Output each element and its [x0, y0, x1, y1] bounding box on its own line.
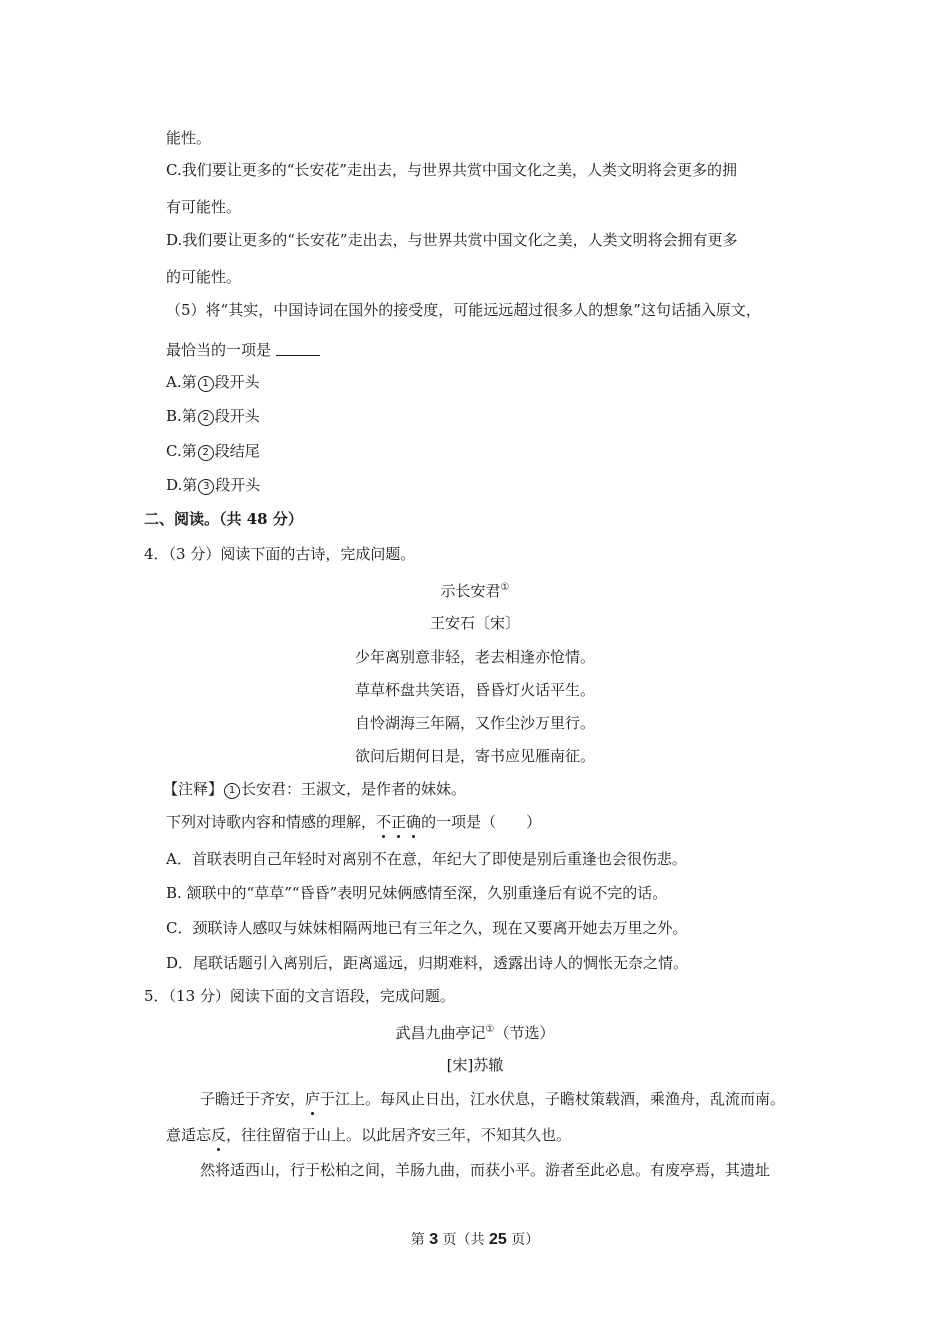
circled-number: 1 [224, 783, 240, 799]
poem-line: 草草杯盘共笑语，昏昏灯火话平生。 [354, 681, 595, 699]
footer-text: 页（共 [438, 1232, 489, 1248]
sub5-option-b [166, 406, 260, 426]
option-c-line1: C.我们要让更多的“长安花”走出去，与世界共赏中国文化之美，人类文明将会更多的拥 [166, 161, 738, 179]
essay-text: 于江上。每风止日出，江水伏息，子瞻杖策载酒，乘渔舟，乱流而南。 [320, 1090, 786, 1108]
essay-text: ，往往留宿于山上。以此居齐安三年，不知其久也。 [226, 1126, 572, 1144]
option-suffix: 段开头 [214, 407, 260, 425]
poem-annotation [163, 779, 466, 799]
option-prefix: C.第 [166, 442, 197, 460]
option-c-line2: 有可能性。 [166, 198, 242, 216]
footer-text: 页） [506, 1232, 540, 1248]
option-prefix: A.第 [166, 373, 197, 391]
circled-number: 1 [198, 376, 214, 392]
emphasis-char: 正 [391, 813, 407, 831]
option-suffix: 段开头 [215, 476, 261, 494]
poem-line: 欲问后期何日是，寄书应见雁南征。 [354, 747, 595, 765]
footer-text: 第 [410, 1232, 430, 1248]
sub5-option-c [166, 441, 260, 461]
question-4-prompt [166, 812, 541, 832]
essay-paragraph-2-line1: 然将适西山，行于松柏之间，羊肠九曲，而获小平。游者至此必息。有废亭焉，其遗址 [200, 1161, 771, 1179]
essay-title-suffix: （节选） [494, 1024, 555, 1042]
circled-number: 3 [198, 479, 214, 495]
option-prefix: B.第 [166, 407, 197, 425]
prompt-text: 下列对诗歌内容和情感的理解， [166, 813, 377, 831]
option-prefix: D.第 [166, 476, 198, 494]
emphasis-char: 不 [376, 813, 392, 831]
question-4-option-b: B. 颔联中的“草草”“昏昏”表明兄妹俩感情至深，久别重逢后有说不完的话。 [166, 884, 668, 902]
sub5-option-d [166, 475, 260, 495]
sub-question-5-line2 [166, 340, 320, 360]
question-4-option-d: D．尾联话题引入离别后，距离遥远，归期难料，透露出诗人的惆怅无奈之情。 [166, 954, 689, 972]
essay-paragraph-1-line1 [200, 1089, 785, 1109]
option-suffix: 段结尾 [214, 442, 260, 460]
poem-title [0, 578, 950, 601]
emphasis-char: 反 [211, 1126, 227, 1144]
poem-line: 少年离别意非轻，老去相逢亦怆情。 [354, 648, 595, 666]
poem-line: 自怜湖海三年隔，又作尘沙万里行。 [354, 714, 595, 732]
option-b-tail: 能性。 [166, 129, 212, 147]
page-number: 3 [429, 1231, 439, 1248]
essay-text: 子瞻迁于齐安， [200, 1090, 306, 1108]
question-4-stem: 4．（3 分）阅读下面的古诗，完成问题。 [144, 545, 416, 563]
essay-title [0, 1020, 950, 1043]
emphasis-char: 庐 [305, 1090, 321, 1108]
section-heading: 二、阅读。（共 48 分） [144, 510, 303, 528]
poem-title-text: 示长安君 [440, 582, 501, 600]
sub5-option-a [166, 372, 260, 392]
essay-paragraph-1-line2 [166, 1125, 571, 1145]
emphasis-char: 确 [406, 813, 422, 831]
poem-author: 王安石〔宋〕 [429, 614, 520, 632]
sub-question-5-line1: （5）将“其实，中国诗词在国外的接受度，可能远远超过很多人的想象”这句话插入原文， [166, 301, 761, 319]
prompt-text: 的一项是（ ） [421, 813, 542, 831]
footnote-marker: ① [500, 582, 510, 593]
option-d-line1: D.我们要让更多的“长安花”走出去，与世界共赏中国文化之美，人类文明将会拥有更多 [166, 231, 738, 249]
total-pages: 25 [489, 1231, 507, 1248]
sub-question-5-text: 最恰当的一项是 [166, 341, 272, 359]
essay-author: [宋]苏辙 [446, 1056, 504, 1074]
option-d-line2: 的可能性。 [166, 268, 242, 286]
annotation-label: 【注释】 [163, 780, 224, 798]
footnote-marker: ① [485, 1024, 495, 1035]
annotation-text: 长安君：王淑文，是作者的妹妹。 [241, 780, 467, 798]
option-suffix: 段开头 [214, 373, 260, 391]
circled-number: 2 [198, 445, 214, 461]
question-4-option-c: C．颈联诗人感叹与妹妹相隔两地已有三年之久，现在又要离开她去万里之外。 [166, 919, 688, 937]
essay-text: 意适忘 [166, 1126, 212, 1144]
essay-title-text: 武昌九曲亭记 [395, 1024, 486, 1042]
page-footer [0, 1230, 950, 1250]
circled-number: 2 [198, 410, 214, 426]
answer-blank [276, 341, 320, 356]
question-4-option-a: A．首联表明自己年轻时对离别不在意，年纪大了即使是别后重逢也会很伤悲。 [166, 850, 687, 868]
question-5-stem: 5．（13 分）阅读下面的文言语段，完成问题。 [144, 987, 455, 1005]
